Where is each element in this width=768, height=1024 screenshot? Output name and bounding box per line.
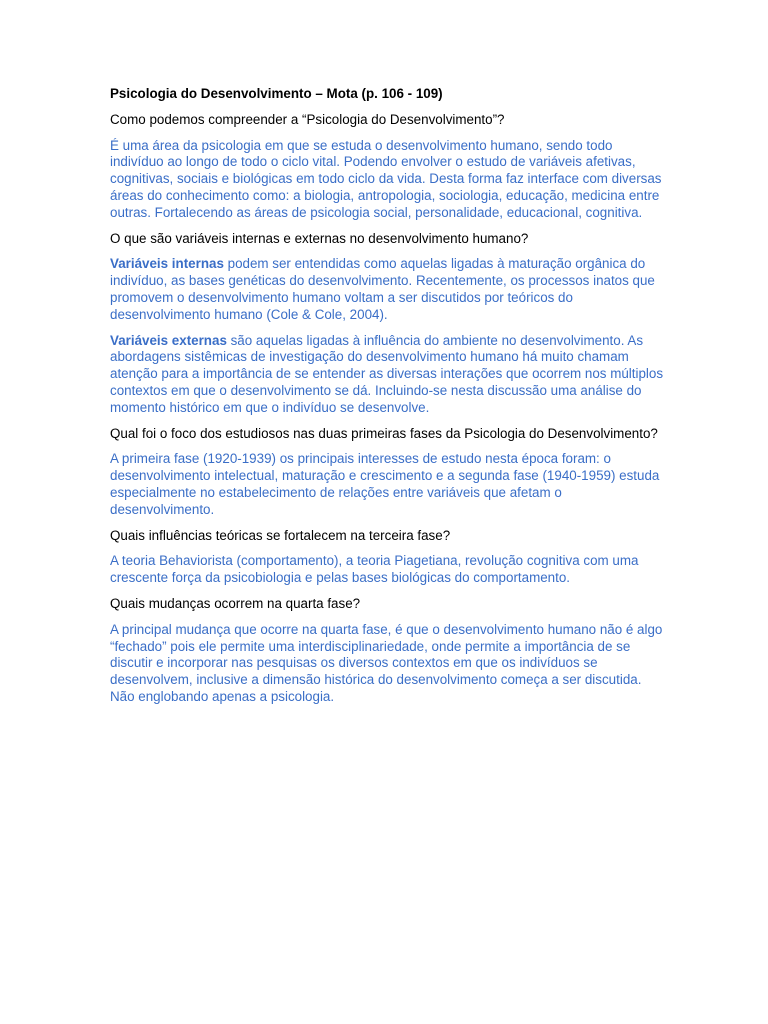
term-external-variables: Variáveis externas [110,332,227,348]
document-body [110,86,668,715]
question-1: Como podemos compreender a “Psicologia do Desenvolvimento”? [110,111,505,127]
answer-1: É uma área da psicologia em que se estuda o desenvolvimento humano, sendo todo indivíduo ao longo de todo o ciclo vital. Podendo envolver o estudo de variáveis afetivas, cognitivas, sociais e biológicas em todo ciclo da vida. Desta forma faz interface com diversas áreas do conhecimento como: a biologia, antropologia, sociologia, educação, medicina entre outras. Fortalecendo as áreas de psicologia social, personalidade, educacional, cognitiva. [110,137,662,220]
answer-3-external-variables [110,333,668,417]
answer-6: A principal mudança que ocorre na quarta fase, é que o desenvolvimento humano não é algo “fechado” pois ele permite uma interdisciplinariedade, onde permite a importância de se discutir e incorporar nas pesquisas os diversos contextos em que os indivíduos se desenvolvem, inclusive a dimensão histórica do desenvolvimento começa a ser discutida. Não englobando apenas a psicologia. [110,621,663,704]
question-4: Quais influências teóricas se fortalecem na terceira fase? [110,527,451,543]
answer-2-internal-variables [110,256,668,323]
answer-5: A teoria Behaviorista (comportamento), a teoria Piagetiana, revolução cognitiva com uma crescente força da psicobiologia e pelas bases biológicas do comportamento. [110,553,639,586]
question-5: Quais mudanças ocorrem na quarta fase? [110,595,361,611]
term-internal-variables: Variáveis internas [110,256,224,272]
question-2: O que são variáveis internas e externas no desenvolvimento humano? [110,230,529,246]
answer-4: A primeira fase (1920-1939) os principais interesses de estudo nesta época foram: o desenvolvimento intelectual, maturação e crescimento e a segunda fase (1940-1959) estuda especialmente no estabelecimento de relações entre variáveis que afetam o desenvolvimento. [110,451,660,517]
answer-2-text: podem ser entendidas como aquelas ligadas à maturação orgânica do indivíduo, as bases genéticas do desenvolvimento. Recentemente, os processos inatos que promovem o desenvolvimento humano voltam a ser discutidos por teóricos do desenvolvimento humano (Cole & Cole, 2004). [110,256,655,322]
question-3: Qual foi o foco dos estudiosos nas duas primeiras fases da Psicologia do Desenvolvimento? [110,425,658,441]
answer-3-text: são aquelas ligadas à influência do ambiente no desenvolvimento. As abordagens sistêmicas de investigação do desenvolvimento humano há muito chamam atenção para a importância de se entender as diversas interações que ocorrem nos múltiplos contextos em que o desenvolvimento se dá. Incluindo-se nesta discussão uma análise do momento histórico em que o indivíduo se desenvolve. [110,332,664,415]
document-title: Psicologia do Desenvolvimento – Mota (p. 106 - 109) [110,86,443,101]
